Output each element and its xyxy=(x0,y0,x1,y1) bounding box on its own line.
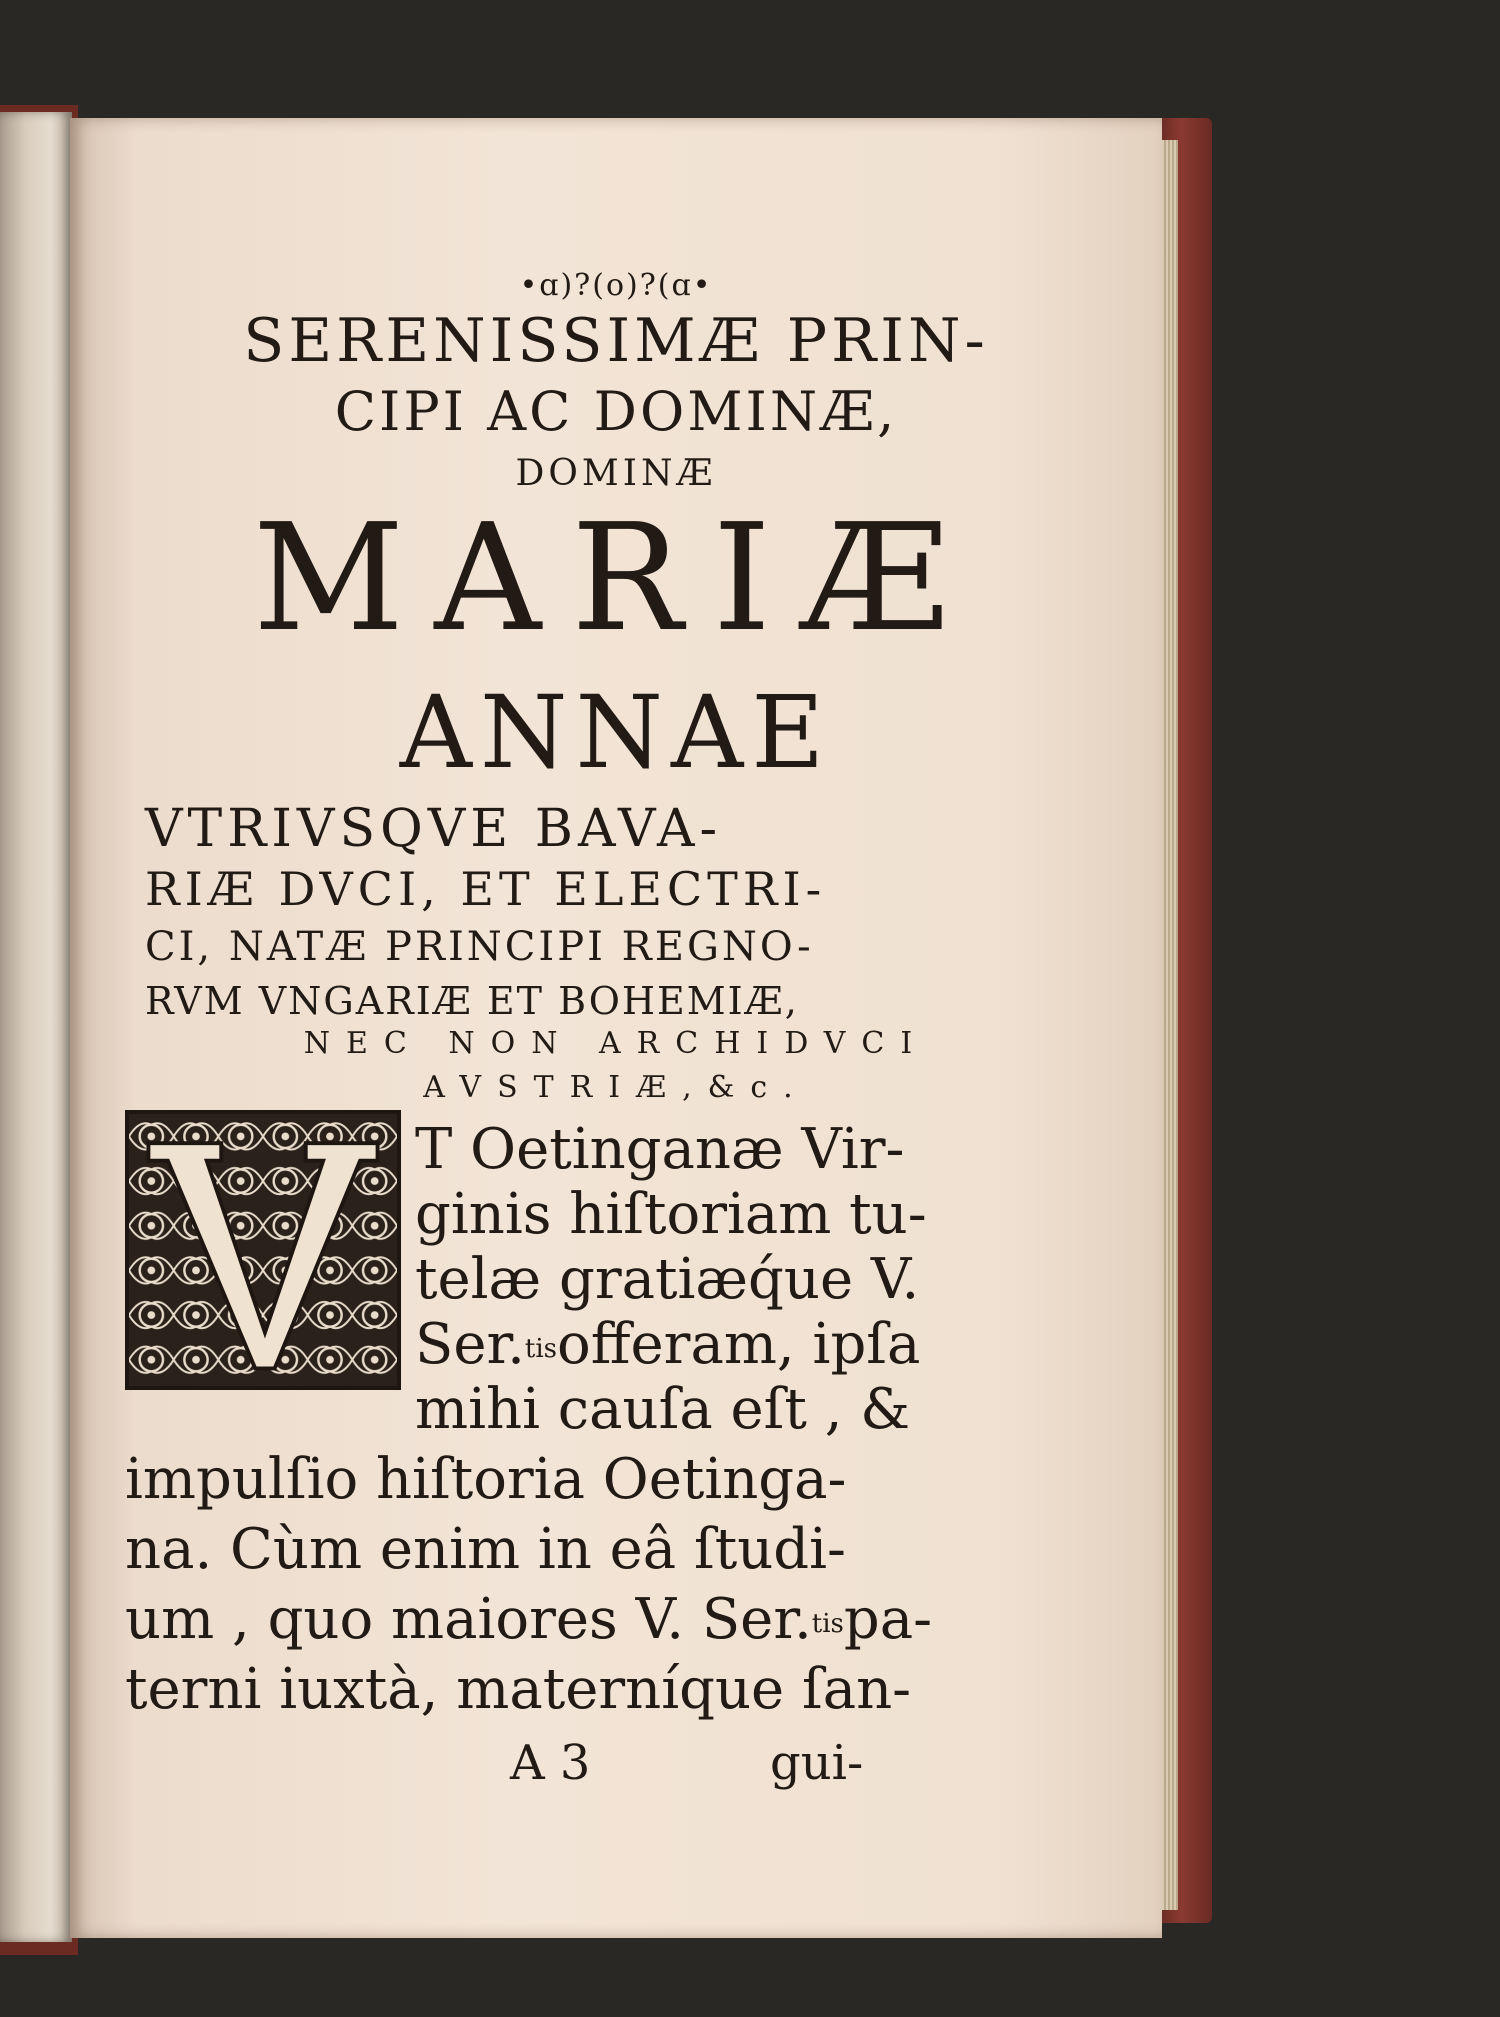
superscript-2: tis xyxy=(811,1609,844,1639)
body-line-3: telæ gratiæq́ue V. xyxy=(415,1247,920,1312)
dedication-line-3: CI, NATÆ PRINCIPI REGNO- xyxy=(145,924,814,970)
title-line-1: SERENISSIMÆ PRIN- xyxy=(243,306,989,376)
title-name-1: MARIÆ xyxy=(252,492,980,664)
title-line-2: CIPI AC DOMINÆ, xyxy=(334,380,898,443)
body-line-8-end: pa- xyxy=(843,1587,933,1652)
body-line-4 xyxy=(415,1312,921,1377)
body-line-8-text: um , quo maiores V. Ser. xyxy=(125,1587,812,1652)
body-line-1: T Oetinganæ Vir- xyxy=(415,1117,905,1182)
body-line-4-rest: offeram, ipſa xyxy=(557,1312,921,1377)
right-page xyxy=(70,118,1162,1938)
body-line-9: terni iuxtà, materníque ſan- xyxy=(125,1657,912,1722)
catchword: gui- xyxy=(770,1735,864,1791)
abbrev-ser: Ser. xyxy=(415,1312,525,1377)
body-line-7: na. Cùm enim in eâ ſtudi- xyxy=(125,1517,846,1582)
small-line-2: AVSTRIÆ,&c. xyxy=(423,1070,809,1105)
decorated-initial xyxy=(125,1110,401,1390)
small-line-1: NEC NON ARCHIDVCI xyxy=(303,1026,929,1061)
dedication-line-1: VTRIVSQVE BAVA- xyxy=(145,799,723,859)
body-line-8 xyxy=(125,1587,933,1652)
body-line-6: impulſio hiſtoria Oetinga- xyxy=(125,1447,847,1512)
left-page xyxy=(0,112,72,1942)
dedication-line-4: RVM VNGARIÆ ET BOHEMIÆ, xyxy=(145,979,799,1023)
title-name-2: ANNAE xyxy=(399,674,833,791)
superscript-1: tis xyxy=(524,1334,558,1364)
signature-mark: A 3 xyxy=(510,1735,591,1791)
dedication-line-2: RIÆ DVCI, ET ELECTRI- xyxy=(145,862,827,916)
title-line-3: DOMINÆ xyxy=(515,453,717,494)
body-line-5: mihi cauſa eſt , & xyxy=(415,1377,911,1442)
header-ornament: •ɑ)?(o)?(ɑ• xyxy=(519,268,713,303)
decorated-initial-art xyxy=(129,1114,397,1386)
body-line-2: ginis hiſtoriam tu- xyxy=(415,1182,927,1247)
